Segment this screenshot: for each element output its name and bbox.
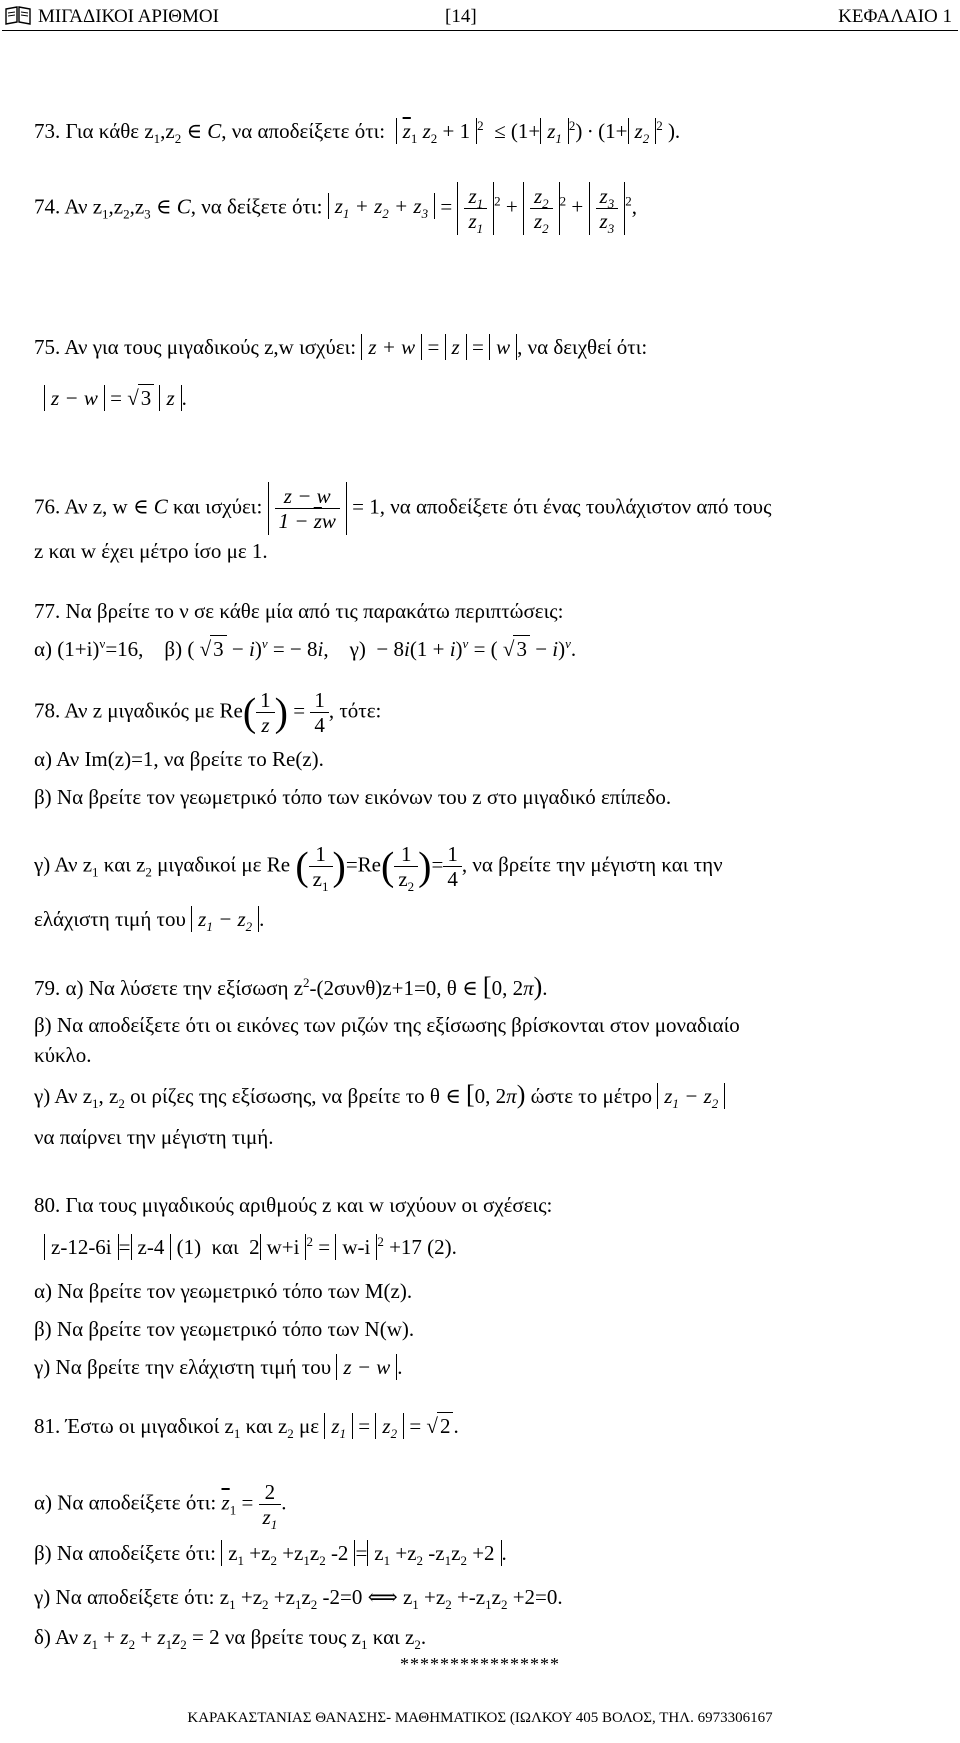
exercise-79-c2: να παίρνει την μέγιστη τιμή. bbox=[34, 1125, 274, 1149]
exercise-79-c: γ) Αν $z_1$, $z_2$ οι ρίζες της εξίσωσης, να βρείτε το θ ∈ [0, 2π) ώστε το μέτρο $z_1 - z_2$ bbox=[34, 1082, 725, 1109]
exercise-78: 78. Αν z μιγαδικός με Re( $\frac{1}{z}$ ) = $\frac{1}{4}$ , τότε: bbox=[34, 688, 382, 737]
exercise-81-d: δ) Αν $z_1 + z_2 + z_1z_2 = 2$ να βρείτε τους $z_1$ και $z_2$. bbox=[34, 1625, 427, 1653]
exercise-76: 76. Αν z, w ∈ C και ισχύει: $\frac{z - w}{1 - \overline{z}w}$ = 1, να αποδείξετε ότι ένας τουλάχιστον από τους bbox=[34, 484, 772, 533]
exercise-74: 74. Αν $z_1,z_2,z_3$ ∈ C, να δείξετε ότι: $z_1 + z_2 + z_3$ = $\frac{z_1}{z_1}$ $^2$ + $\frac{z_2}{z_2}$ $^2$ + $\frac{z_3}{z_3}$ $^2$, bbox=[34, 184, 637, 237]
page-footer: ΚΑΡΑΚΑΣΤΑΝΙΑΣ ΘΑΝΑΣΗΣ- ΜΑΘΗΜΑΤΙΚΟΣ (ΙΩΛΚΟΥ 405 ΒΟΛΟΣ, ΤΗΛ. 6973306167 bbox=[187, 1710, 773, 1726]
exercise-80-c: γ) Να βρείτε την ελάχιστη τιμή του z − w . bbox=[34, 1355, 403, 1379]
exercise-81-c: γ) Να αποδείξετε ότι: $z_1 +z_2 +z_1z_2$ -2=0 ⟺ $z_1 +z_2 +-z_1z_2 +2=0$. bbox=[34, 1585, 563, 1613]
exercise-81: 81. Έστω οι μιγαδικοί $z_1$ και $z_2$ με $z_1 = z_2 = √2$ . bbox=[34, 1414, 459, 1442]
exercise-81-b: β) Να αποδείξετε ότι: $z_1 +z_2 +z_1z_2$ $-2 = z_1 +z_2$ $-z_1z_2 +2$ . bbox=[34, 1541, 507, 1569]
exercise-75-line2: z − w = √3 z . bbox=[44, 384, 187, 411]
exercise-80-relations: z-12-6i = z-4 (1) και 2 w+i $^2$ = w-i $^2$ +17 (2). bbox=[44, 1234, 457, 1260]
exercise-75: 75. Αν για τους μιγαδικούς z,w ισχύει: z + w = z = w , να δειχθεί ότι: bbox=[34, 335, 648, 359]
exercise-76-line2: z και w έχει μέτρο ίσο με 1. bbox=[34, 539, 268, 563]
chapter-label: ΚΕΦΑΛΑΙΟ 1 bbox=[838, 6, 952, 27]
exercise-78-b: β) Να βρείτε τον γεωμετρικό τόπο των εικόνων του z στο μιγαδικό επίπεδο. bbox=[34, 785, 672, 809]
exercise-78-c: γ) Αν $z_1$ και $z_2$ μιγαδικοί με Re ( $\frac{1}{z_1}$ )=Re( $\frac{1}{z_2}$ )= $\frac{1}{4}$ , να βρείτε την μέγιστη και την bbox=[34, 842, 723, 895]
header-title: ΜΙΓΑΔΙΚΟΙ ΑΡΙΘΜΟΙ bbox=[38, 6, 219, 27]
exercise-77-cases: α) $(1+i)^\nu=16$, β) ( √3 − i)$^\nu$ = − 8i, $\gamma) - 8i(1 + i)^\nu$ = ( √3 − i)$^\nu$. bbox=[34, 636, 577, 661]
exercise-73: 73. Για κάθε $z_1,z_2$ ∈ C, να αποδείξετε ότι: $\overline{z}_1$ $z_2 + 1$ $^2 \le (1+ z_1^2) \cdot (1+ z_2^2$ ). bbox=[34, 118, 681, 147]
exercise-80-a: α) Να βρείτε τον γεωμετρικό τόπο των Μ(z). bbox=[34, 1279, 413, 1303]
exercise-78-c2: ελάχιστη τιμή του $z_1 - z_2$ . bbox=[34, 907, 265, 935]
page-header bbox=[0, 0, 960, 34]
exercise-78-a: α) Αν Im(z)=1, να βρείτε το Re(z). bbox=[34, 747, 324, 771]
exercise-80: 80. Για τους μιγαδικούς αριθμούς z και w ισχύουν οι σχέσεις: bbox=[34, 1193, 553, 1217]
exercise-79-b2: κύκλο. bbox=[34, 1043, 92, 1067]
page-number: [14] bbox=[445, 6, 477, 27]
exercise-79-b: β) Να αποδείξετε ότι οι εικόνες των ριζών της εξίσωσης βρίσκονται στον μοναδιαίο bbox=[34, 1013, 740, 1037]
open-book-icon bbox=[4, 5, 32, 25]
exercise-77: 77. Να βρείτε το ν σε κάθε μία από τις παρακάτω περιπτώσεις: bbox=[34, 599, 564, 623]
section-separator: **************** bbox=[400, 1654, 560, 1674]
header-rule bbox=[2, 30, 958, 31]
exercise-79-a: 79. α) Να λύσετε την εξίσωση $z^2-(2\sigma\upsilon\nu\theta)z+1=0$, θ ∈ [0, 2π). bbox=[34, 972, 548, 1001]
exercise-81-a: α) Να αποδείξετε ότι: $\overline{z}_1$ = $\frac{2}{z_1}$ . bbox=[34, 1480, 287, 1533]
exercise-80-b: β) Να βρείτε τον γεωμετρικό τόπο των Ν(w). bbox=[34, 1317, 415, 1341]
